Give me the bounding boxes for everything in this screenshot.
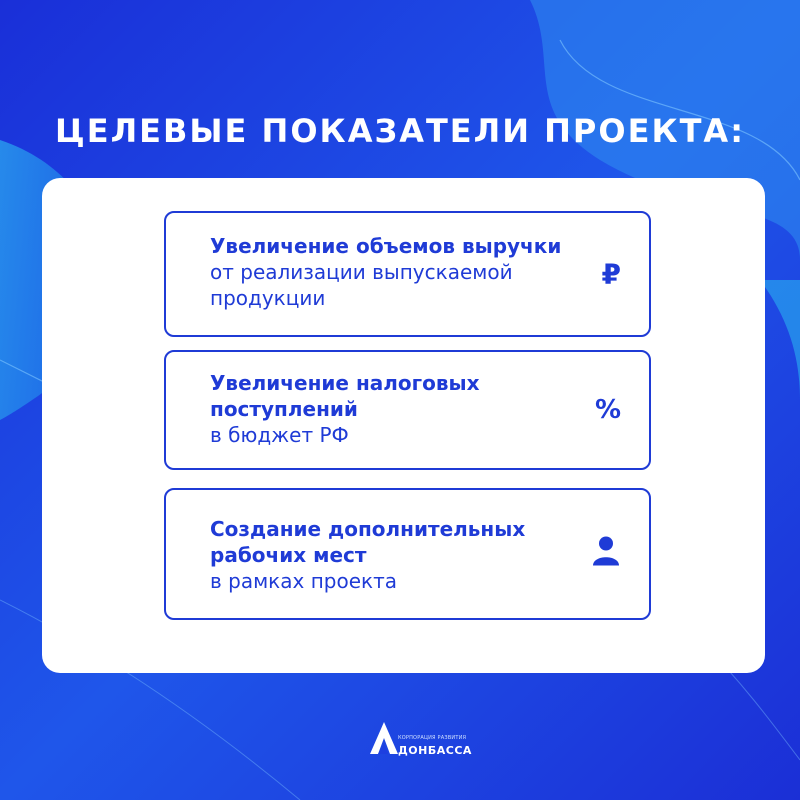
card-heading: поступлений — [210, 397, 358, 421]
percent-icon: % — [594, 395, 621, 425]
card-heading: Увеличение объемов выручки — [210, 234, 562, 258]
logo — [368, 718, 488, 768]
ruble-icon: ₽ — [601, 257, 621, 291]
logo-name: ДОНБАССА — [398, 744, 472, 757]
card-subtext: продукции — [210, 286, 326, 310]
card-subtext: от реализации выпускаемой — [210, 260, 513, 284]
card-subtext: в бюджет РФ — [210, 423, 349, 447]
card-taxes — [164, 350, 651, 470]
card-jobs — [164, 488, 651, 620]
card-text — [210, 370, 580, 448]
card-revenue — [164, 211, 651, 337]
logo-tagline: КОРПОРАЦИЯ РАЗВИТИЯ — [398, 735, 467, 741]
person-icon — [591, 535, 621, 574]
page-title: ЦЕЛЕВЫЕ ПОКАЗАТЕЛИ ПРОЕКТА: — [55, 112, 745, 150]
card-heading: Увеличение налоговых — [210, 371, 480, 395]
card-text — [210, 233, 580, 311]
card-text — [210, 516, 580, 594]
card-heading: Создание дополнительных — [210, 517, 526, 541]
card-subtext: в рамках проекта — [210, 569, 398, 593]
card-heading: рабочих мест — [210, 543, 367, 567]
logo-mark-icon — [368, 718, 400, 758]
